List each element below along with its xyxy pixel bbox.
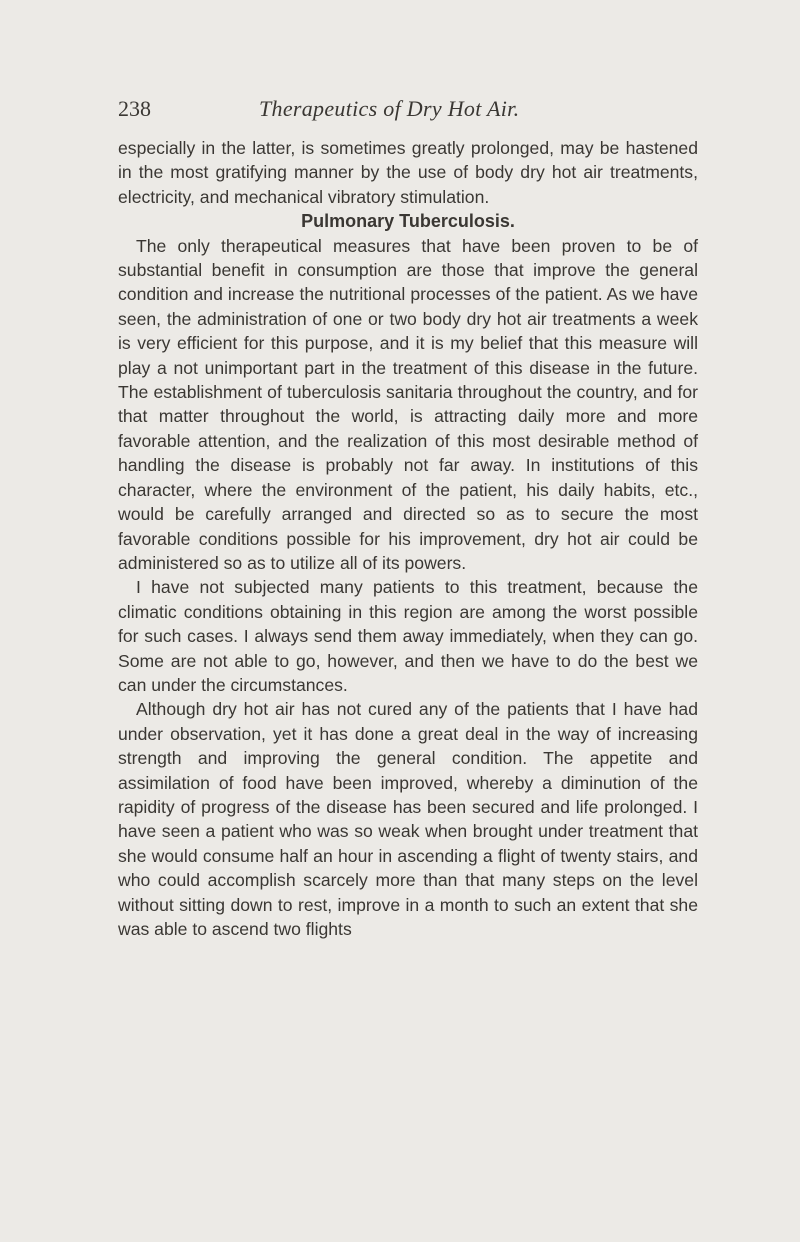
paragraph: I have not subjected many patients to this treatment, because the climatic conditions obtaining in this region are among the worst possible for such cases. I always send them away immediately, when they can go. Some are not able to go, however, and then we have to do the best we can under the circumstances. — [118, 577, 698, 695]
page-number: 238 — [118, 96, 151, 121]
paragraph: The only therapeutical measures that have been proven to be of substantial benefit in consumption are those that improve the general condition and increase the nutritional processes of the patient. As we have seen, the administration of one or two body dry hot air treatments a week is very efficient for this purpose, and it is my belief that this measure will play a not unimportant part in the treatment of this disease in the future. The establishment of tuberculosis sanitaria throughout the country, and for that matter throughout the world, is attracting daily more and more favorable attention, and the realization of this most desirable method of handling the disease is probably not far away. In institutions of this character, where the environment of the patient, his daily habits, etc., would be carefully arranged and directed so as to secure the most favorable conditions possible for his improvement, dry hot air could be administered so as to utilize all of its powers. — [118, 235, 698, 573]
continued-paragraph: especially in the latter, is sometimes greatly prolonged, may be hastened in the most gratifying manner by the use of body dry hot air treatments, electricity, and mechanical vibratory stimulation. — [118, 138, 698, 207]
running-head — [118, 94, 698, 124]
paragraph: Although dry hot air has not cured any of the patients that I have had under observation, yet it has done a great deal in the way of increasing strength and improving the general condition. The appetite and assimilation of food have been improved, whereby a diminution of the rapidity of progress of the disease has been secured and life prolonged. I have seen a patient who was so weak when brought under treatment that she would consume half an hour in ascending a flight of twenty stairs, and who could accomplish scarcely more than that many steps on the level without sitting down to rest, improve in a month to such an extent that she was able to ascend two flights — [118, 699, 698, 939]
running-title: Therapeutics of Dry Hot Air. — [259, 96, 520, 121]
section-heading: Pulmonary Tuberculosis. — [301, 211, 515, 232]
body-text — [118, 136, 698, 941]
